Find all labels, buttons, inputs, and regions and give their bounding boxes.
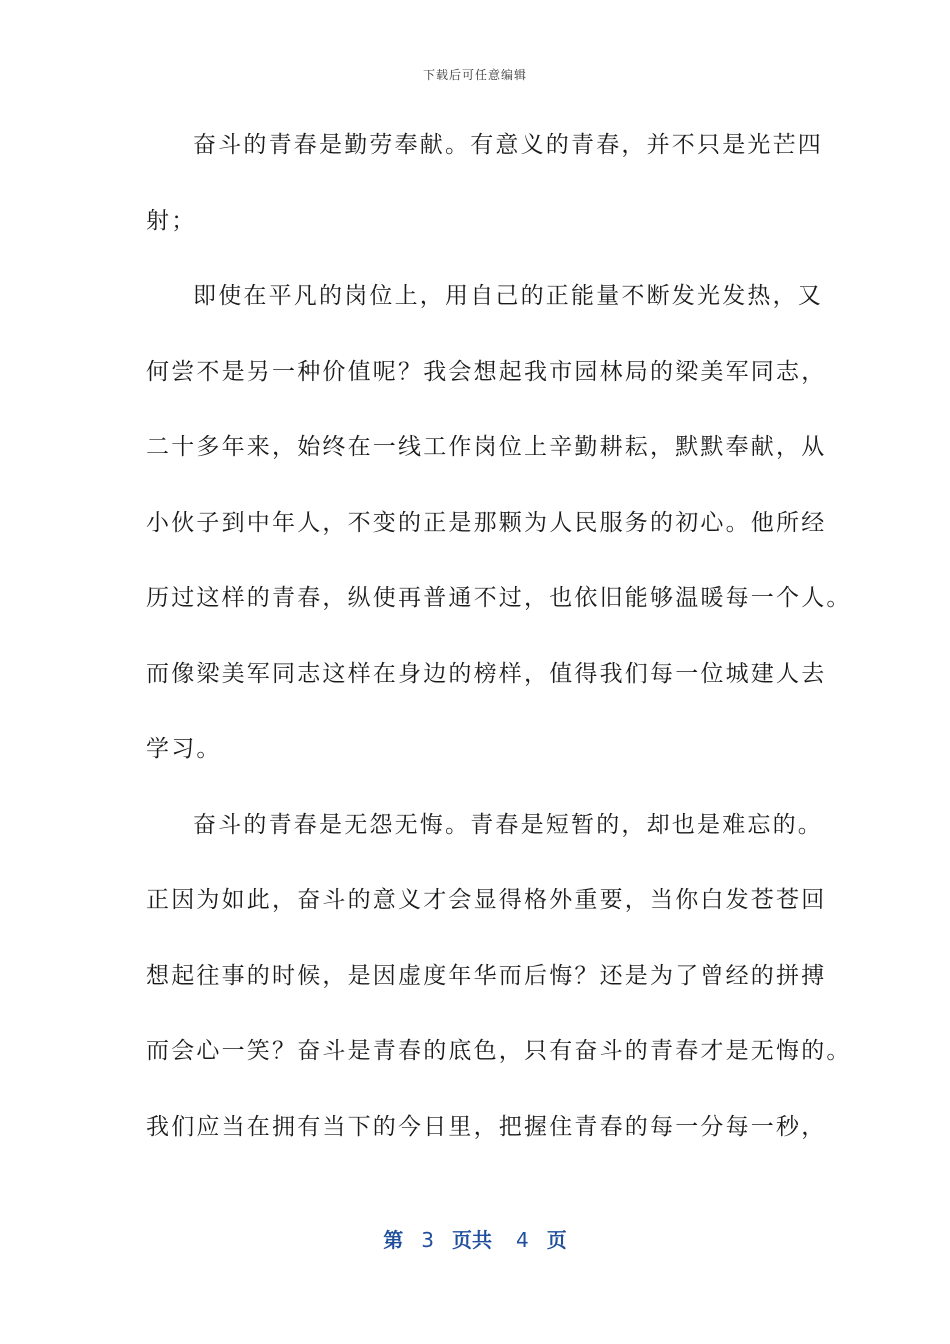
header-note: 下载后可任意编辑 [422, 68, 527, 82]
text-line: 小伙子到中年人，不变的正是那颗为人民服务的初心。他所经 [146, 509, 827, 536]
footer-suffix: 页 [546, 1228, 567, 1252]
text-line: 二十多年来，始终在一线工作岗位上辛勤耕耘，默默奉献，从 [146, 434, 827, 460]
text-line: 即使在平凡的岗位上，用自己的正能量不断发光发热，又 [193, 283, 823, 309]
text-line: 想起往事的时候，是因虚度年华而后悔？还是为了曾经的拼搏 [146, 962, 827, 989]
text-line: 何尝不是另一种价值呢？我会想起我市园林局的梁美军同志， [146, 358, 827, 385]
current-page-number: 3 [421, 1228, 434, 1252]
footer-prefix: 第 [383, 1228, 404, 1252]
text-line: 历过这样的青春，纵使再普通不过，也依旧能够温暖每一个人。 [146, 585, 852, 611]
text-line: 奋斗的青春是勤劳奉献。有意义的青春，并不只是光芒四 [193, 132, 823, 158]
text-line: 奋斗的青春是无怨无悔。青春是短暂的，却也是难忘的。 [193, 811, 823, 838]
text-line: 正因为如此，奋斗的意义才会显得格外重要，当你白发苍苍回 [146, 887, 827, 913]
document-body [146, 112, 852, 1169]
text-line: 我们应当在拥有当下的今日里，把握住青春的每一分每一秒， [146, 1113, 827, 1140]
page-footer [0, 1224, 950, 1253]
total-pages-number: 4 [516, 1228, 529, 1252]
footer-middle: 页共 [452, 1228, 492, 1252]
text-line: 而像梁美军同志这样在身边的榜样，值得我们每一位城建人去 [146, 660, 827, 687]
text-line: 射； [146, 207, 197, 234]
text-line: 而会心一笑？奋斗是青春的底色，只有奋斗的青春才是无悔的。 [146, 1038, 852, 1064]
text-line: 学习。 [146, 736, 222, 762]
